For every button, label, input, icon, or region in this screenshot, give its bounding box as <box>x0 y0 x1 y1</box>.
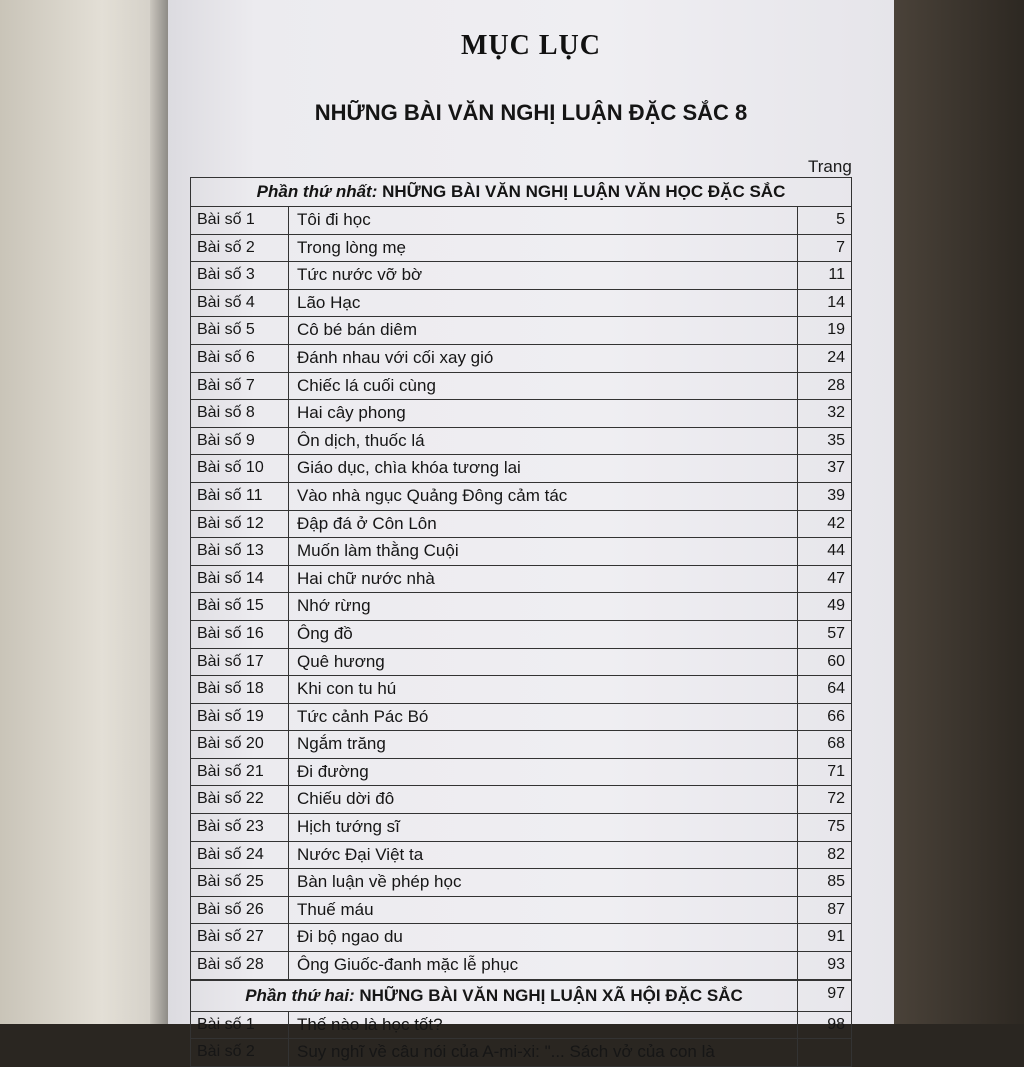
part2-title: NHỮNG BÀI VĂN NGHỊ LUẬN XÃ HỘI ĐẶC SẮC <box>359 985 743 1005</box>
lesson-number: Bài số 22 <box>191 786 289 813</box>
lesson-number: Bài số 21 <box>191 759 289 786</box>
left-facing-page <box>0 0 170 1024</box>
table-row <box>190 1038 852 1067</box>
table-row <box>190 703 852 731</box>
part1-header <box>190 177 852 206</box>
lesson-page: 93 <box>797 952 851 979</box>
lesson-title: Đập đá ở Côn Lôn <box>297 513 437 533</box>
lesson-title: Vào nhà ngục Quảng Đông cảm tác <box>297 485 568 505</box>
lesson-page: 35 <box>797 428 851 455</box>
lesson-number: Bài số 20 <box>191 731 289 758</box>
lesson-number: Bài số 18 <box>191 676 289 703</box>
lesson-number: Bài số 27 <box>191 924 289 951</box>
part2-section-page: 97 <box>797 981 851 1011</box>
table-row <box>190 841 852 869</box>
lesson-number: Bài số 4 <box>191 290 289 317</box>
table-row <box>190 758 852 786</box>
table-row <box>190 785 852 813</box>
page-edge-background <box>894 0 1024 1024</box>
lesson-page: 66 <box>797 704 851 731</box>
table-row <box>190 399 852 427</box>
part2-header <box>191 981 797 1011</box>
lesson-number: Bài số 1 <box>191 207 289 234</box>
table-row <box>190 482 852 510</box>
table-row <box>190 510 852 538</box>
lesson-page: 57 <box>797 621 851 648</box>
table-row <box>190 206 852 234</box>
lesson-title: Đánh nhau với cối xay gió <box>297 347 494 367</box>
lesson-number: Bài số 17 <box>191 649 289 676</box>
lesson-title: Trong lòng mẹ <box>297 237 406 257</box>
lesson-title: Đi đường <box>297 761 369 781</box>
part2-header-row <box>190 980 852 1011</box>
lesson-page: 32 <box>797 400 851 427</box>
lesson-title: Hịch tướng sĩ <box>297 817 400 837</box>
book-subtitle: NHỮNG BÀI VĂN NGHỊ LUẬN ĐẶC SẮC 8 <box>314 100 748 125</box>
table-row <box>190 951 852 980</box>
part2-rows <box>190 1011 852 1067</box>
lesson-number: Bài số 19 <box>191 704 289 731</box>
lesson-page: 5 <box>797 207 851 234</box>
lesson-title: Ngắm trăng <box>297 734 386 754</box>
lesson-title: Ôn dịch, thuốc lá <box>297 430 425 450</box>
lesson-page: 49 <box>797 593 851 620</box>
lesson-page: 64 <box>797 676 851 703</box>
lesson-number: Bài số 10 <box>191 455 289 482</box>
lesson-title: Đi bộ ngao du <box>297 927 403 947</box>
lesson-title: Ông đồ <box>297 623 353 643</box>
lesson-title: Ông Giuốc-đanh mặc lễ phục <box>297 955 519 975</box>
lesson-page: 98 <box>797 1012 851 1039</box>
lesson-number: Bài số 13 <box>191 538 289 565</box>
lesson-title: Chiếu dời đô <box>297 789 395 809</box>
lesson-title: Thuế máu <box>297 899 374 919</box>
lesson-page: 72 <box>797 786 851 813</box>
table-row <box>190 289 852 317</box>
lesson-page: 82 <box>797 842 851 869</box>
page-title: MỤC LỤC <box>461 30 601 61</box>
table-row <box>190 537 852 565</box>
table-row <box>190 316 852 344</box>
lesson-page: 24 <box>797 345 851 372</box>
table-row <box>190 923 852 951</box>
part1-title: NHỮNG BÀI VĂN NGHỊ LUẬN VĂN HỌC ĐẶC SẮC <box>382 182 786 201</box>
table-row <box>190 730 852 758</box>
lesson-title: Quê hương <box>297 651 385 671</box>
lesson-page: 87 <box>797 897 851 924</box>
table-row <box>190 1011 852 1039</box>
lesson-title: Hai chữ nước nhà <box>297 568 435 588</box>
lesson-page: 19 <box>797 317 851 344</box>
lesson-page: 85 <box>797 869 851 896</box>
table-row <box>190 868 852 896</box>
lesson-title: Bàn luận về phép học <box>297 872 462 892</box>
lesson-number: Bài số 23 <box>191 814 289 841</box>
book-page <box>168 0 894 1062</box>
lesson-title: Hai cây phong <box>297 403 406 423</box>
part1-rows <box>190 206 852 980</box>
lesson-title: Thế nào là học tốt? <box>297 1014 443 1034</box>
table-row <box>190 261 852 289</box>
lesson-number: Bài số 25 <box>191 869 289 896</box>
lesson-title: Nhớ rừng <box>297 596 371 616</box>
lesson-number: Bài số 9 <box>191 428 289 455</box>
table-row <box>190 675 852 703</box>
lesson-number: Bài số 7 <box>191 373 289 400</box>
lesson-page: 28 <box>797 373 851 400</box>
table-of-contents <box>190 177 852 1067</box>
lesson-title: Tức nước vỡ bờ <box>297 265 423 285</box>
lesson-number: Bài số 11 <box>191 483 289 510</box>
part2-prefix: Phần thứ hai: <box>245 985 355 1005</box>
table-row <box>190 896 852 924</box>
lesson-title: Nước Đại Việt ta <box>297 844 424 864</box>
lesson-number: Bài số 24 <box>191 842 289 869</box>
part1-prefix: Phần thứ nhất: <box>256 182 378 201</box>
lesson-title: Cô bé bán diêm <box>297 320 418 340</box>
table-row <box>190 813 852 841</box>
lesson-number: Bài số 15 <box>191 593 289 620</box>
lesson-page: 11 <box>797 262 851 289</box>
lesson-number: Bài số 2 <box>191 1039 289 1066</box>
lesson-number: Bài số 3 <box>191 262 289 289</box>
lesson-title: Giáo dục, chìa khóa tương lai <box>297 458 521 478</box>
lesson-page: 71 <box>797 759 851 786</box>
table-row <box>190 372 852 400</box>
lesson-page: 91 <box>797 924 851 951</box>
lesson-number: Bài số 5 <box>191 317 289 344</box>
lesson-number: Bài số 1 <box>191 1012 289 1039</box>
lesson-page: 68 <box>797 731 851 758</box>
lesson-number: Bài số 28 <box>191 952 289 979</box>
lesson-title: Khi con tu hú <box>297 679 397 699</box>
table-row <box>190 592 852 620</box>
table-row <box>190 344 852 372</box>
lesson-number: Bài số 26 <box>191 897 289 924</box>
page-column-label: Trang <box>808 157 852 176</box>
table-row <box>190 565 852 593</box>
lesson-number: Bài số 8 <box>191 400 289 427</box>
lesson-page: 47 <box>797 566 851 593</box>
lesson-number: Bài số 12 <box>191 511 289 538</box>
lesson-number: Bài số 6 <box>191 345 289 372</box>
lesson-page: 39 <box>797 483 851 510</box>
table-row <box>190 234 852 262</box>
lesson-page: 37 <box>797 455 851 482</box>
table-row <box>190 648 852 676</box>
table-row <box>190 620 852 648</box>
lesson-page: 14 <box>797 290 851 317</box>
lesson-title: Chiếc lá cuối cùng <box>297 375 436 395</box>
lesson-page: 75 <box>797 814 851 841</box>
lesson-title: Tôi đi học <box>297 210 371 229</box>
lesson-title: Lão Hạc <box>297 292 361 312</box>
lesson-title: Muốn làm thằng Cuội <box>297 541 459 561</box>
lesson-number: Bài số 16 <box>191 621 289 648</box>
table-row <box>190 454 852 482</box>
lesson-page: 44 <box>797 538 851 565</box>
lesson-page <box>797 1039 851 1066</box>
lesson-title: Suy nghĩ về câu nói của A-mi-xi: "... Sách vở của con là <box>297 1042 715 1062</box>
table-row <box>190 427 852 455</box>
lesson-page: 60 <box>797 649 851 676</box>
lesson-page: 7 <box>797 235 851 262</box>
lesson-number: Bài số 14 <box>191 566 289 593</box>
lesson-title: Tức cảnh Pác Bó <box>297 706 429 726</box>
lesson-page: 42 <box>797 511 851 538</box>
lesson-number: Bài số 2 <box>191 235 289 262</box>
